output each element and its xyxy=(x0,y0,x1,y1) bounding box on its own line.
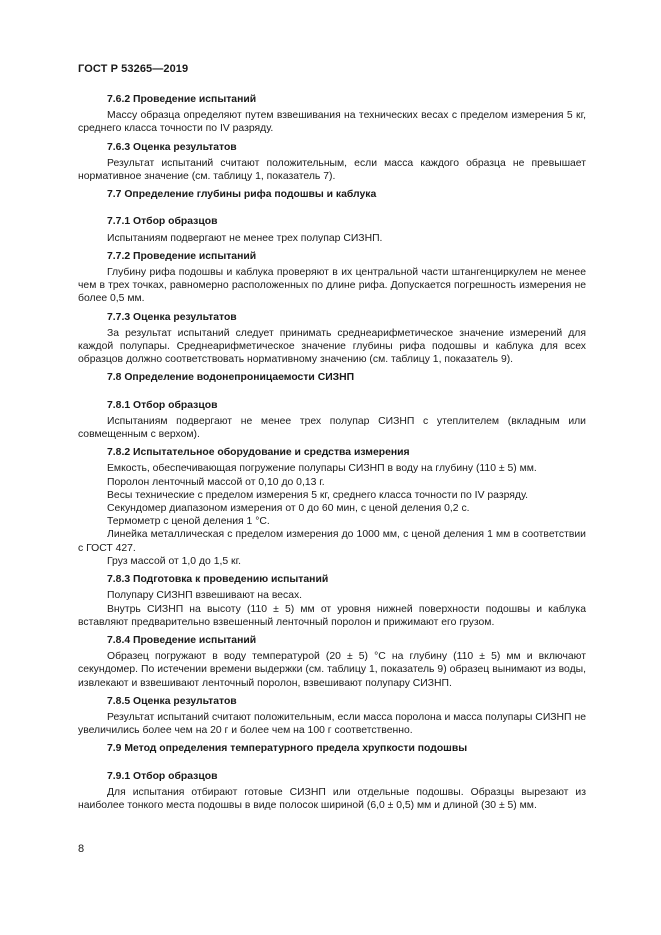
subsection-heading: 7.8.2 Испытательное оборудование и средства измерения xyxy=(107,447,410,459)
paragraph: Груз массой от 1,0 до 1,5 кг. xyxy=(107,555,241,567)
paragraph: Массу образца определяют путем взвешивания на технических весах с пределом измерения 5 кг, среднего класса точности по IV разряду. xyxy=(78,110,586,135)
subsection-heading: 7.8.5 Оценка результатов xyxy=(107,695,237,707)
section-heading: 7.8 Определение водонепроницаемости СИЗНП xyxy=(107,372,355,384)
paragraph: Емкость, обеспечивающая погружение полупары СИЗНП в воду на глубину (110 ± 5) мм. xyxy=(107,463,537,475)
paragraph: Для испытания отбирают готовые СИЗНП или отдельные подошвы. Образцы вырезают из наиболее тонкого места подошвы в виде полосок шириной (6,0 ± 0,5) мм и длиной (30 ± 5) мм. xyxy=(78,786,586,811)
paragraph: Термометр с ценой деления 1 °С. xyxy=(107,516,270,528)
section-heading: 7.9 Метод определения температурного предела хрупкости подошвы xyxy=(107,743,468,755)
section-heading: 7.7 Определение глубины рифа подошвы и каблука xyxy=(107,189,377,201)
subsection-heading: 7.7.1 Отбор образцов xyxy=(107,216,218,228)
paragraph: Секундомер диапазоном измерения от 0 до 60 мин, с ценой деления 0,2 с. xyxy=(107,503,470,515)
subsection-heading: 7.7.2 Проведение испытаний xyxy=(107,250,257,262)
page-number: 8 xyxy=(78,843,85,855)
subsection-heading: 7.6.3 Оценка результатов xyxy=(107,141,237,153)
subsection-heading: 7.8.4 Проведение испытаний xyxy=(107,634,257,646)
paragraph: Весы технические с пределом измерения 5 кг, среднего класса точности по IV разряду. xyxy=(107,489,528,501)
paragraph: Внутрь СИЗНП на высоту (110 ± 5) мм от уровня нижней поверхности подошвы и каблука вставляют предварительно взвешенный ленточный поролон и прижимают его грузом. xyxy=(78,603,586,628)
subsection-heading: 7.8.1 Отбор образцов xyxy=(107,399,218,411)
subsection-heading: 7.6.2 Проведение испытаний xyxy=(107,94,257,105)
paragraph: Результат испытаний считают положительным, если масса поролона и масса полупары СИЗНП не увеличились более чем на 20 г и более чем на 100 г соответственно. xyxy=(78,711,586,737)
document-header: ГОСТ Р 53265—2019 xyxy=(78,63,189,75)
paragraph: Полупару СИЗНП взвешивают на весах. xyxy=(107,590,303,602)
paragraph: Глубину рифа подошвы и каблука проверяют в их центральной части штангенциркулем не менее чем в трех точках, равномерно расположенных по длине рифа. Допускается погрешность измерения не более 0,5 мм. xyxy=(78,267,586,305)
paragraph: Результат испытаний считают положительным, если масса каждого образца не превышает нормативное значение (см. таблицу 1, показатель 7). xyxy=(78,157,586,183)
document-body xyxy=(78,93,586,812)
paragraph: Поролон ленточный массой от 0,10 до 0,13 г. xyxy=(107,476,325,488)
paragraph: Образец погружают в воду температурой (20 ± 5) °С на глубину (110 ± 5) мм и включают секундомер. По истечении времени выдержки (см. таблицу 1, показатель 9) образец вынимают из воды, извлекают и взвешивают ленточный поролон, взвешивают полупару СИЗНП. xyxy=(78,651,586,689)
paragraph: Линейка металлическая с пределом измерения до 1000 мм, с ценой деления 1 мм в соответствии с ГОСТ 427. xyxy=(78,529,586,554)
subsection-heading: 7.7.3 Оценка результатов xyxy=(107,311,237,323)
paragraph: Испытаниям подвергают не менее трех полупар СИЗНП. xyxy=(107,232,383,244)
subsection-heading: 7.9.1 Отбор образцов xyxy=(107,770,218,782)
paragraph: За результат испытаний следует принимать среднеарифметическое значение измерений для каждой полупары. Среднеарифметическое значение глубины рифа подошвы и каблука для всех образцов должно соответствовать нормативному значению (см. таблицу 1, показатель 9). xyxy=(78,327,586,366)
paragraph: Испытаниям подвергают не менее трех полупар СИЗНП с утеплителем (вкладным или совмещенным с верхом). xyxy=(78,415,586,441)
subsection-heading: 7.8.3 Подготовка к проведению испытаний xyxy=(107,574,329,586)
